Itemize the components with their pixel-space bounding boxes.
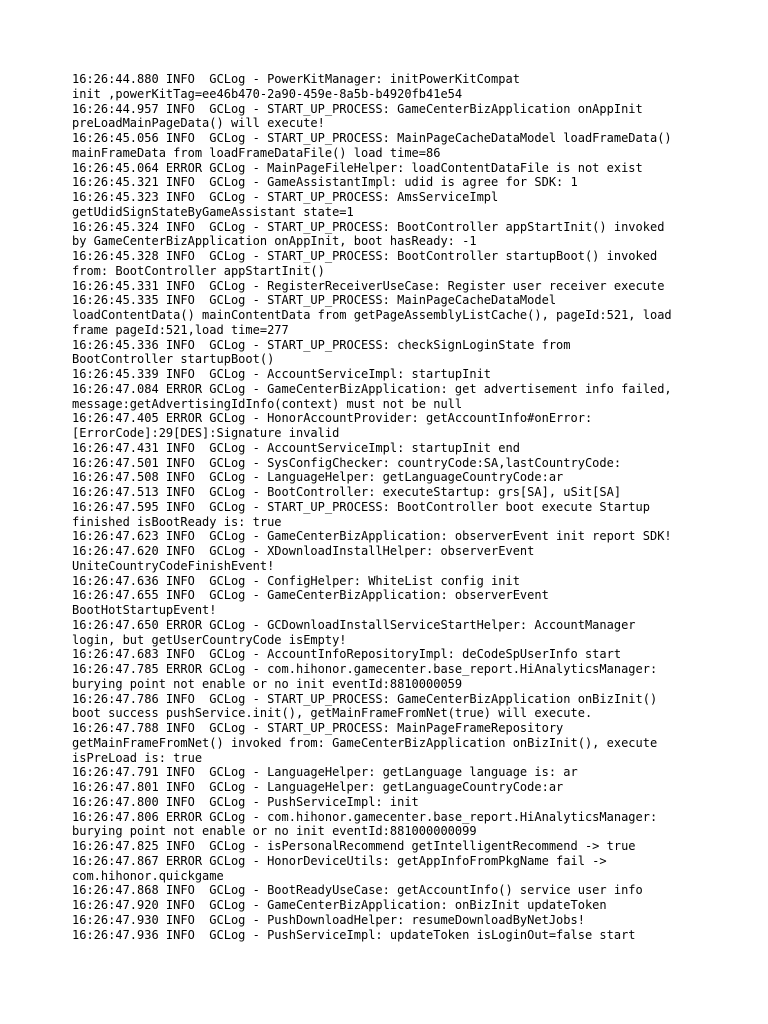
log-line: 16:26:45.336 INFO GCLog - START_UP_PROCESS: checkSignLoginState from xyxy=(72,337,571,352)
log-line: 16:26:45.056 INFO GCLog - START_UP_PROCESS: MainPageCacheDataModel loadFrameData() xyxy=(72,131,672,145)
log-line: BootHotStartupEvent! xyxy=(72,603,217,617)
log-line: BootController startupBoot() xyxy=(72,352,275,367)
log-line: frame pageId:521,load time=277 xyxy=(72,322,289,337)
log-line: 16:26:47.868 INFO GCLog - BootReadyUseCase: getAccountInfo() service user info xyxy=(72,883,643,898)
log-line: loadContentData() mainContentData from getPageAssemblyListCache(), pageId:521, load xyxy=(72,308,672,322)
log-line: 16:26:47.636 INFO GCLog - ConfigHelper: WhiteList config init xyxy=(72,573,520,588)
log-line: 16:26:47.084 ERROR GCLog - GameCenterBizApplication: get advertisement info failed, xyxy=(72,381,672,396)
log-line: 16:26:47.920 INFO GCLog - GameCenterBizApplication: onBizInit updateToken xyxy=(72,898,607,912)
log-line: 16:26:47.786 INFO GCLog - START_UP_PROCESS: GameCenterBizApplication onBizInit() xyxy=(72,691,658,706)
log-line: com.hihonor.quickgame xyxy=(72,868,224,883)
log-line: isPreLoad is: true xyxy=(72,750,203,765)
log-line: 16:26:47.650 ERROR GCLog - GCDownloadInstallServiceStartHelper: AccountManager xyxy=(72,617,636,632)
log-line: 16:26:47.501 INFO GCLog - SysConfigChecker: countryCode:SA,lastCountryCode: xyxy=(72,455,622,470)
log-line: preLoadMainPageData() will execute! xyxy=(72,116,325,131)
log-line: 16:26:47.620 INFO GCLog - XDownloadInstallHelper: observerEvent xyxy=(72,544,535,558)
log-line: 16:26:47.825 INFO GCLog - isPersonalRecommend getIntelligentRecommend -> true xyxy=(72,839,636,853)
log-line: 16:26:47.785 ERROR GCLog - com.hihonor.gamecenter.base_report.HiAnalyticsManager: xyxy=(72,662,658,676)
log-line: 16:26:45.331 INFO GCLog - RegisterReceiverUseCase: Register user receiver execute xyxy=(72,278,665,293)
log-line: 16:26:47.788 INFO GCLog - START_UP_PROCESS: MainPageFrameRepository xyxy=(72,721,564,735)
log-line: 16:26:45.339 INFO GCLog - AccountServiceImpl: startupInit xyxy=(72,367,492,381)
log-line: UniteCountryCodeFinishEvent! xyxy=(72,558,275,573)
log-line: by GameCenterBizApplication onAppInit, boot hasReady: -1 xyxy=(72,234,477,249)
log-line: 16:26:45.064 ERROR GCLog - MainPageFileHelper: loadContentDataFile is not exist xyxy=(72,160,643,175)
log-line: message:getAdvertisingIdInfo(context) must not be null xyxy=(72,396,463,411)
log-line: 16:26:44.957 INFO GCLog - START_UP_PROCESS: GameCenterBizApplication onAppInit xyxy=(72,101,643,116)
log-line: 16:26:47.930 INFO GCLog - PushDownloadHelper: resumeDownloadByNetJobs! xyxy=(72,912,585,927)
log-line: 16:26:45.324 INFO GCLog - START_UP_PROCESS: BootController appStartInit() invoked xyxy=(72,219,665,234)
log-line: 16:26:47.508 INFO GCLog - LanguageHelper: getLanguageCountryCode:ar xyxy=(72,470,564,485)
log-line: 16:26:47.431 INFO GCLog - AccountServiceImpl: startupInit end xyxy=(72,440,520,455)
log-line: [ErrorCode]:29[DES]:Signature invalid xyxy=(72,426,340,440)
log-line: from: BootController appStartInit() xyxy=(72,263,325,278)
log-line: burying point not enable or no init eventId:881000000099 xyxy=(72,824,477,839)
log-line: 16:26:47.655 INFO GCLog - GameCenterBizApplication: observerEvent xyxy=(72,588,549,603)
log-line: mainFrameData from loadFrameDataFile() load time=86 xyxy=(72,145,441,160)
log-line: finished isBootReady is: true xyxy=(72,514,282,529)
log-line: 16:26:47.623 INFO GCLog - GameCenterBizApplication: observerEvent init report SDK! xyxy=(72,529,672,544)
log-line: 16:26:47.936 INFO GCLog - PushServiceImpl: updateToken isLoginOut=false start xyxy=(72,927,636,942)
log-line: init ,powerKitTag=ee46b470-2a90-459e-8a5b-b4920fb41e54 xyxy=(72,86,463,101)
log-line: 16:26:47.801 INFO GCLog - LanguageHelper: getLanguageCountryCode:ar xyxy=(72,780,564,794)
log-line: burying point not enable or no init eventId:8810000059 xyxy=(72,676,463,691)
log-document xyxy=(72,72,712,942)
log-line: 16:26:45.328 INFO GCLog - START_UP_PROCESS: BootController startupBoot() invoked xyxy=(72,249,658,263)
log-line: 16:26:47.405 ERROR GCLog - HonorAccountProvider: getAccountInfo#onError: xyxy=(72,411,593,426)
log-line: 16:26:47.800 INFO GCLog - PushServiceImpl: init xyxy=(72,794,419,809)
log-line: 16:26:47.791 INFO GCLog - LanguageHelper: getLanguage language is: ar xyxy=(72,765,578,780)
log-line: 16:26:47.867 ERROR GCLog - HonorDeviceUtils: getAppInfoFromPkgName fail -> xyxy=(72,853,607,868)
log-line: 16:26:47.595 INFO GCLog - START_UP_PROCESS: BootController boot execute Startup xyxy=(72,499,650,514)
log-line: login, but getUserCountryCode isEmpty! xyxy=(72,632,347,647)
log-line: 16:26:47.806 ERROR GCLog - com.hihonor.gamecenter.base_report.HiAnalyticsManager: xyxy=(72,809,658,824)
log-line: boot success pushService.init(), getMainFrameFromNet(true) will execute. xyxy=(72,706,593,721)
log-line: 16:26:47.513 INFO GCLog - BootController: executeStartup: grs[SA], uSit[SA] xyxy=(72,485,622,499)
log-line: 16:26:45.321 INFO GCLog - GameAssistantImpl: udid is agree for SDK: 1 xyxy=(72,175,578,190)
log-line: 16:26:45.335 INFO GCLog - START_UP_PROCESS: MainPageCacheDataModel xyxy=(72,293,557,308)
log-line: getUdidSignStateByGameAssistant state=1 xyxy=(72,204,354,219)
log-line: getMainFrameFromNet() invoked from: GameCenterBizApplication onBizInit(), execute xyxy=(72,735,658,750)
log-line: 16:26:44.880 INFO GCLog - PowerKitManager: initPowerKitCompat xyxy=(72,72,520,86)
log-line: 16:26:47.683 INFO GCLog - AccountInfoRepositoryImpl: deCodeSpUserInfo start xyxy=(72,647,622,662)
log-line: 16:26:45.323 INFO GCLog - START_UP_PROCESS: AmsServiceImpl xyxy=(72,190,499,204)
log-text xyxy=(72,72,712,942)
